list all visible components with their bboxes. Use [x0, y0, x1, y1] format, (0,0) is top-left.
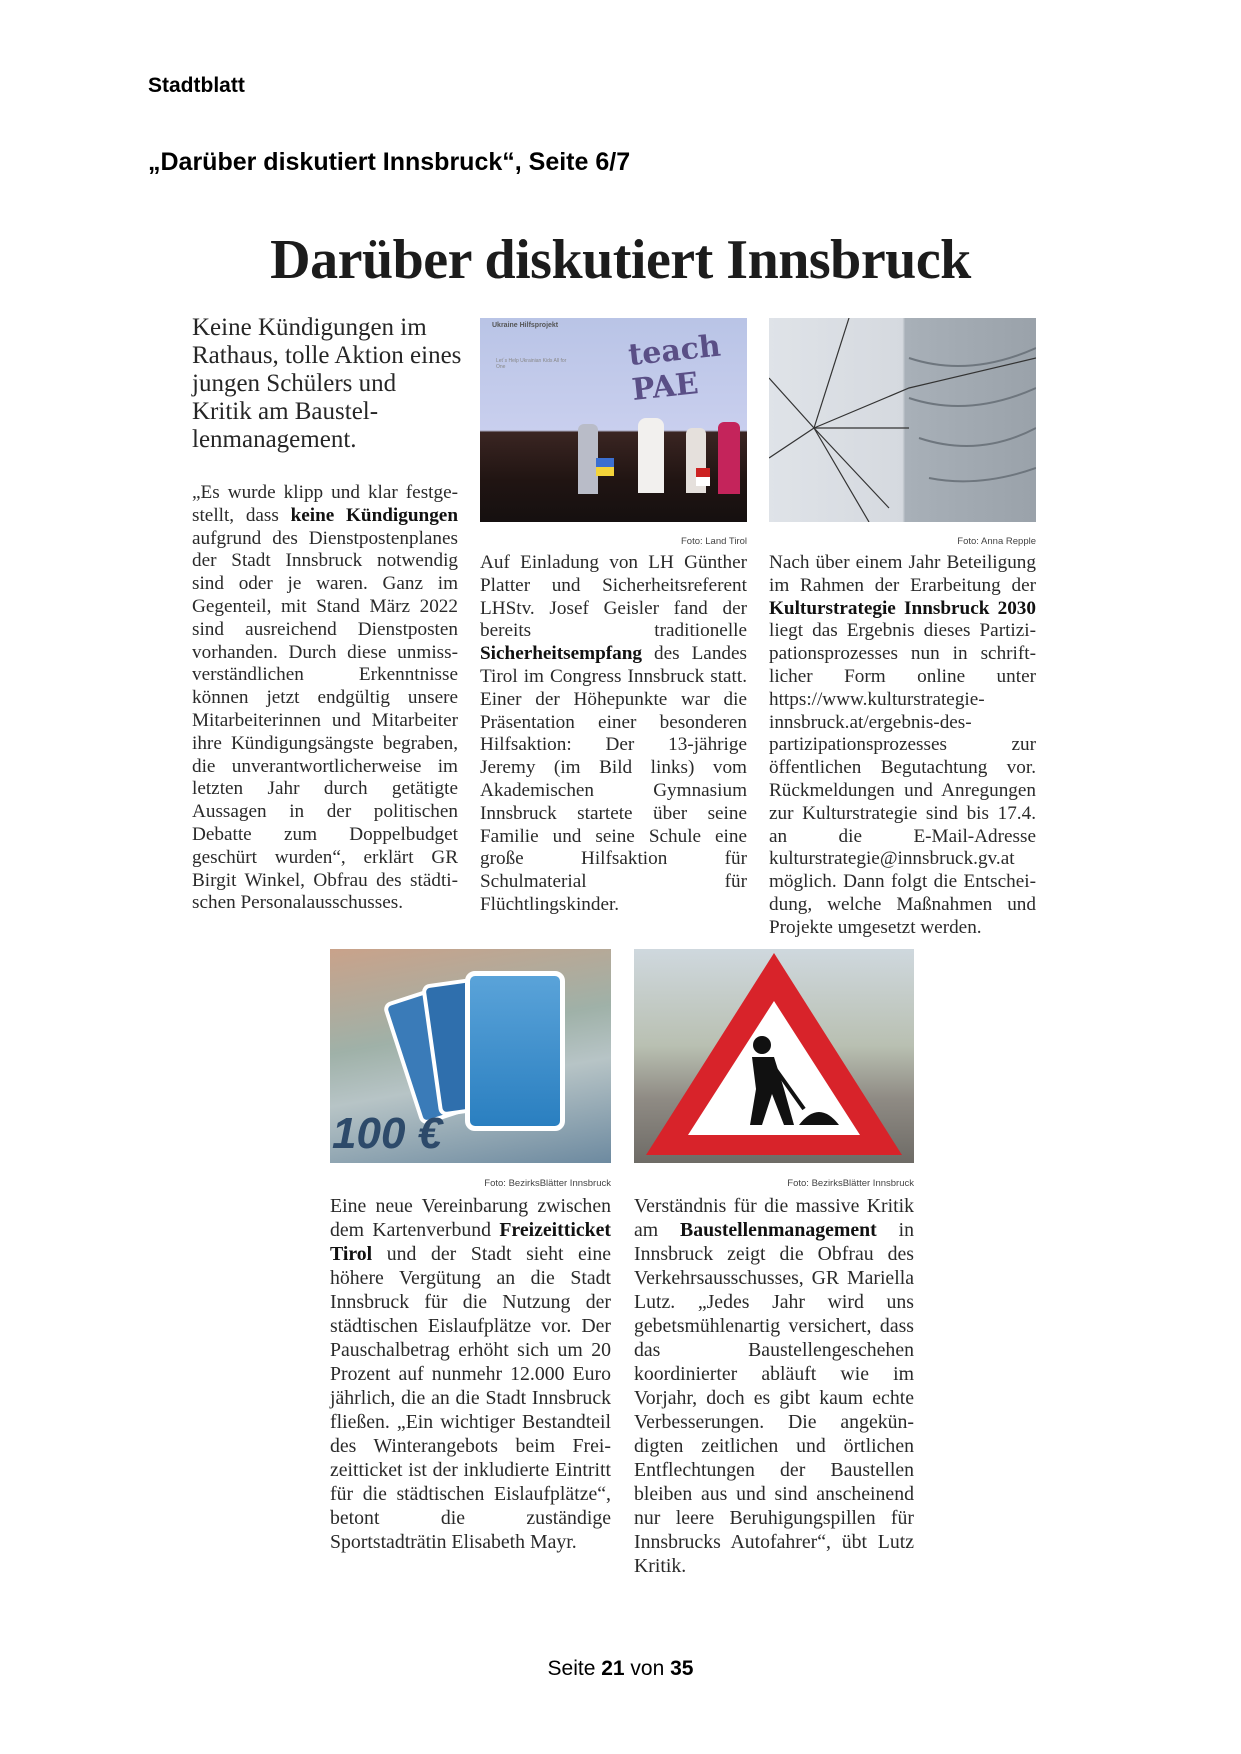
teach-peace-logo: teach PAE: [626, 328, 723, 408]
roadworks-sign-icon: [634, 949, 914, 1163]
bold-text: Freizeitticket Tirol: [330, 1219, 611, 1265]
page-mid: von: [624, 1657, 671, 1680]
ukraine-flag: [596, 458, 614, 476]
article-body-roadworks: [634, 1194, 914, 1578]
tyrol-flag: [696, 468, 710, 486]
body-text: Verständnis für die massive Kritik am: [634, 1195, 914, 1241]
body-text: „Es wurde klipp und klar festgestellt, dass: [192, 482, 458, 526]
article-body-security: [480, 552, 747, 917]
banknote-graphic: 100 €: [332, 1109, 443, 1158]
body-text: des Landes Tirol im Congress Innsbruck statt. Einer der Höhepunkte war die Präsentation einer besonderen Hilfsaktion: Der 13-jährige Jeremy (im Bild links) vom Akademischen Gymnasium Innsbruck startete über seine Familie und seine Schule eine große Hilfsaktion für Schulmaterial für Flüchtlingskinder.: [480, 643, 747, 915]
body-text: Eine neue Vereinbarung zwischen dem Kartenverbund: [330, 1195, 611, 1241]
body-text: aufgrund des Dienstpostenplanes der Stadt Innsbruck notwendig sind oder je waren. Ganz im Gegenteil, mit Stand März 2022 sind ausreichend Dienstposten vorhanden. Durch diese unmissverständlichen Erkenntnisse können jetzt endgültig unsere Mitarbeiterinnen und Mitarbeiter ihre Kündigungsängste begraben, die unverantwortlicherweise im letzten Jahr durch getätigte Aussagen in der politischen Debatte zum Doppelbudget geschürt wurden“, erklärt GR Birgit Winkel, Obfrau des städtischen Personalausschusses.: [192, 527, 458, 914]
ticket-card: [465, 971, 565, 1131]
article-deck: Keine Kündigungen im Rathaus, tolle Aktion eines jungen Schülers und Kritik am Baustellenmanagement.: [192, 314, 462, 453]
article-body-personnel: [192, 482, 458, 915]
bold-text: Kulturstrategie Innsbruck 2030: [769, 597, 1036, 619]
slide-title: Ukraine Hilfsprojekt: [492, 322, 559, 329]
page-number: [0, 1657, 1241, 1681]
current-page: 21: [601, 1657, 625, 1680]
document-subtitle: „Darüber diskutiert Innsbruck“, Seite 6/7: [148, 148, 631, 176]
photo-cracked-glass: [769, 318, 1036, 522]
article-body-freizeitticket: [330, 1194, 611, 1554]
body-text: Auf Einladung von LH Günther Platter und Sicherheitsreferent LHStv. Josef Geisler fand der bereits traditionelle: [480, 552, 747, 642]
photo-credit: Foto: BezirksBlätter Innsbruck: [484, 1178, 611, 1189]
photo-roadworks-sign: [634, 949, 914, 1163]
total-pages: 35: [670, 1657, 694, 1680]
person-figure: [718, 422, 740, 494]
body-text: liegt das Ergebnis dieses Partizipationsprozesses nun in schriftlicher Form online unter https://www.kulturstrategie-innsbruck.at/ergebnis-des-partizipationsprozesses zur öffentlichen Begutachtung vor. Rückmeldungen und Anregungen zur Kulturstrategie sind bis 17.4. an die E-Mail-Adresse kulturstrategie@innsbruck.gv.at möglich. Dann folgt die Entscheidung, welche Maßnahmen und Projekte umgesetzt werden.: [769, 620, 1036, 938]
person-figure: [638, 418, 664, 493]
body-text: Nach über einem Jahr Beteiligung im Rahmen der Erarbeitung der: [769, 552, 1036, 596]
document-label: Stadtblatt: [148, 74, 245, 97]
bold-text: Baustellenmanagement: [680, 1219, 877, 1241]
crack-lines-icon: [769, 318, 1036, 522]
photo-money-tickets: [330, 949, 611, 1163]
article-headline: Darüber diskutiert Innsbruck: [270, 229, 971, 291]
person-figure: [578, 424, 598, 494]
body-text: und der Stadt sieht eine höhere Vergütung an die Stadt Innsbruck für die Nutzung der städtischen Eislaufplätze vor. Der Pauschalbetrag erhöht sich um 20 Prozent auf nunmehr 12.000 Euro jährlich, die an die Stadt Innsbruck fließen. „Ein wichtiger Bestandteil des Winterangebots beim Freizeitticket ist der inkludierte Eintritt für die städtischen Eislaufplätze“, betont die zuständige Sportstadträtin Elisabeth Mayr.: [330, 1243, 611, 1553]
bold-text: Sicherheitsempfang: [480, 643, 643, 665]
page-prefix: Seite: [547, 1657, 602, 1680]
body-text: in Innsbruck zeigt die Obfrau des Verkehrsausschusses, GR Mariella Lutz. „Jedes Jahr wird uns gebetsmühlenartig versichert, dass das Baustellengeschehen koordinierter abläuft wie im Vorjahr, doch es gibt kaum echte Verbesserungen. Die angekündigten zeitlichen und örtlichen Entflechtungen der Baustellen bleiben aus und sind anscheinend nur leere Beruhigungspillen für Innsbrucks Autofahrer“, übt Lutz Kritik.: [634, 1219, 914, 1577]
photo-credit: Foto: Anna Repple: [957, 536, 1036, 547]
bold-text: keine Kündigungen: [290, 504, 458, 526]
photo-credit: Foto: Land Tirol: [680, 536, 747, 547]
article-body-culture: [769, 552, 1036, 940]
slide-subtitle: Let´s Help Ukrainian Kids All for One: [496, 358, 567, 370]
photo-security-reception: [480, 318, 747, 522]
photo-credit: Foto: BezirksBlätter Innsbruck: [787, 1178, 914, 1189]
